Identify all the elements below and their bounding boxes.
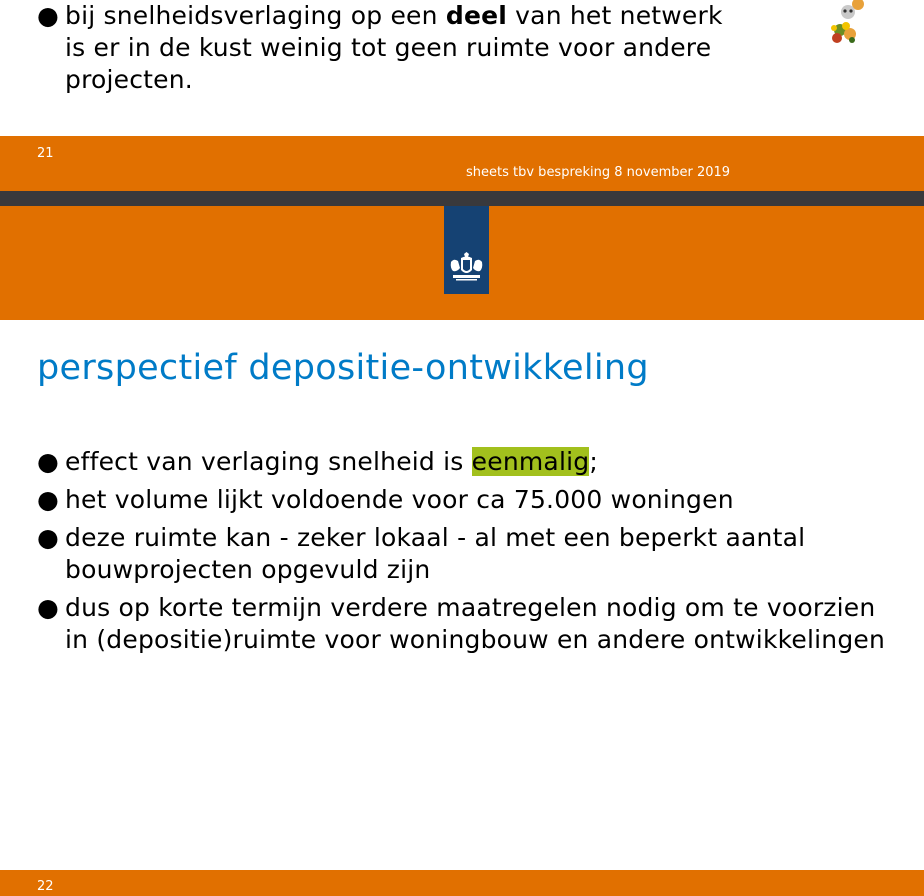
slide-bullet-list [37,446,897,662]
bullet-item [37,522,897,586]
bullet-text: deze ruimte kan - zeker lokaal - al met een beperkt aantal bouwprojecten opgevuld zijn [65,523,806,584]
footer-caption: sheets tbv bespreking 8 november 2019 [466,165,731,180]
bullet-text: dus op korte termijn verdere maatregelen nodig om te voorzien in (depositie)ruimte voor woningbouw en andere ontwikkelingen [65,593,886,654]
previous-slide-bullet-list [37,0,737,96]
bullet-text-after: ; [589,447,598,476]
rijksoverheid-logo [444,206,489,294]
bullet-text-after: van het netwerk is er in de kust weinig tot geen ruimte voor andere projecten. [65,1,723,94]
bullet-item [37,592,897,656]
bullet-text-before: bij snelheidsverlaging op een [65,1,446,30]
slide-divider [0,191,924,206]
slide-22-footer-bar [0,870,924,896]
flower-figure-icon [824,0,874,46]
slide-21-footer-bar [0,136,924,191]
slide-number: 21 [37,146,54,161]
bullet-dot: ● [37,593,60,622]
highlighted-word: eenmalig [471,447,590,476]
bullet-dot: ● [37,1,60,30]
bullet-item [37,484,897,516]
bullet-item [37,446,897,478]
bullet-text-bold: deel [445,1,508,30]
slide-title: perspectief depositie-ontwikkeling [37,348,649,388]
bullet-dot: ● [37,447,60,476]
bullet-item [37,0,737,96]
bullet-text: het volume lijkt voldoende voor ca 75.000 woningen [65,485,734,514]
bullet-text-before: effect van verlaging snelheid is [65,447,472,476]
bullet-dot: ● [37,485,60,514]
slide-22-header-bar [0,206,924,320]
rijksoverheid-coat-of-arms-icon [447,252,486,282]
bullet-dot: ● [37,523,60,552]
slide-number: 22 [37,879,54,894]
